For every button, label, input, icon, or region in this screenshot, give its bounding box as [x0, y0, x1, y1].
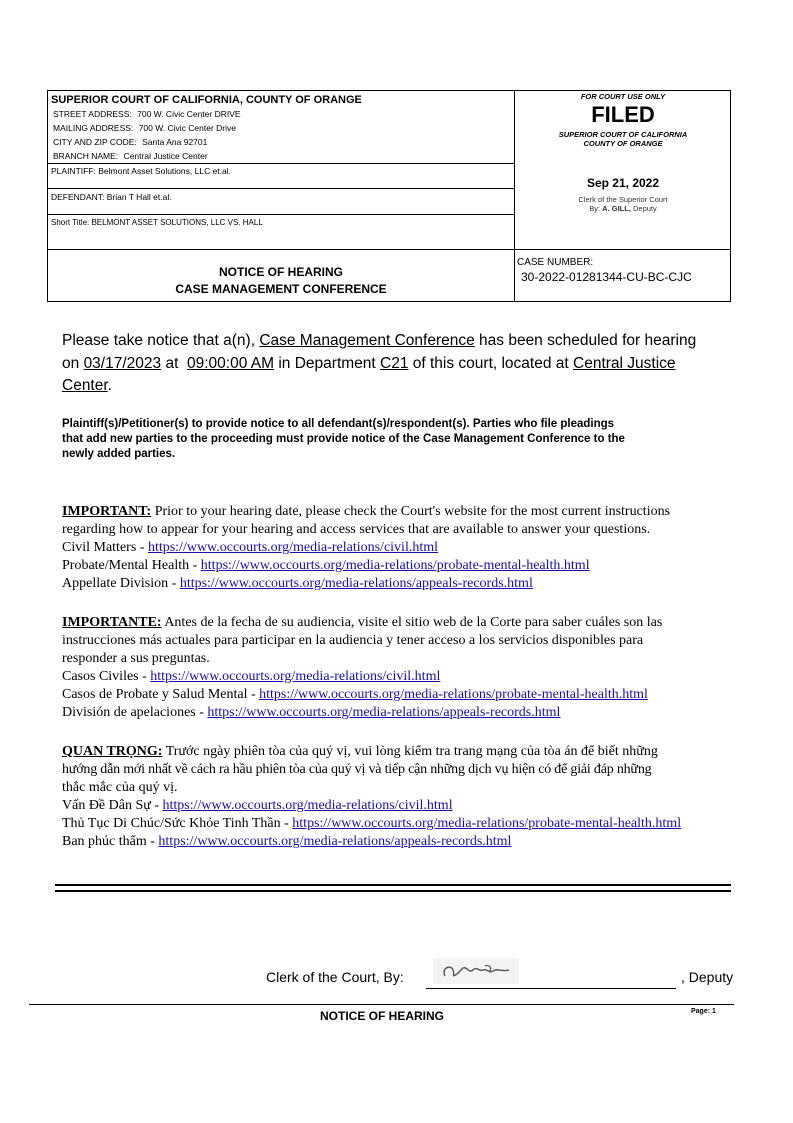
- important-vi-text3: thắc mắc của quý vị.: [62, 780, 178, 795]
- filed-by-line: [515, 204, 731, 213]
- important-english: [62, 503, 732, 593]
- important-vi-text1: Trước ngày phiên tòa của quý vị, vui lòng kiểm tra trang mạng của tòa án để biết những: [162, 744, 658, 759]
- important-es-heading: IMPORTANTE:: [62, 615, 162, 630]
- branch-name-row: [53, 151, 208, 161]
- important-en-appellate-label: Appellate Division -: [62, 576, 180, 591]
- important-en-civil-label: Civil Matters -: [62, 540, 148, 555]
- important-es-text3: responder a sus preguntas.: [62, 651, 210, 666]
- important-es-appellate-label: División de apelaciones -: [62, 705, 208, 720]
- notice-title-line1: NOTICE OF HEARING: [218, 265, 343, 279]
- for-court-use-only: FOR COURT USE ONLY: [580, 92, 666, 101]
- separator-bottom: [55, 890, 731, 892]
- instruction-line1: Plaintiff(s)/Petitioner(s) to provide notice to all defendant(s)/respondent(s). Parties who file pleadings: [62, 418, 615, 430]
- notice-paragraph: [62, 330, 722, 398]
- filed-date: Sep 21, 2022: [586, 176, 660, 190]
- important-vi-appellate-label: Ban phúc thẩm -: [62, 834, 159, 849]
- important-es-civil-link[interactable]: https://www.occourts.org/media-relations/civil.html: [150, 669, 441, 684]
- hearing-location-line1: Central Justice: [573, 354, 676, 372]
- hearing-location-line2: Center: [62, 377, 108, 394]
- separator-top: [55, 884, 731, 886]
- important-vi-text2: hướng dẫn mới nhất về cách ra hầu phiên tòa của quý vị và tiếp cận những dịch vụ hiện có để giải đáp những: [62, 762, 652, 777]
- defendant: DEFENDANT: Brian T Hall et.al.: [51, 192, 172, 202]
- plaintiff: PLAINTIFF: Belmont Asset Solutions, LLC et.al.: [51, 166, 231, 176]
- signature-line: [426, 988, 676, 989]
- important-es-appellate-link[interactable]: https://www.occourts.org/media-relations/appeals-records.html: [207, 705, 561, 720]
- filed-deputy-name: A. GILL,: [602, 204, 631, 213]
- city-zip-row: [53, 137, 207, 147]
- important-en-heading: IMPORTANT:: [62, 504, 152, 519]
- divider-court-plaintiff: [47, 163, 515, 164]
- city-zip-value: Santa Ana 92701: [142, 137, 208, 147]
- important-en-text2: regarding how to appear for your hearing and access services that are available to answer your questions.: [62, 522, 651, 537]
- notice-line-3: [62, 375, 722, 398]
- important-es-probate-link[interactable]: https://www.occourts.org/media-relations/probate-mental-health.html: [259, 687, 648, 702]
- important-vi-civil-link[interactable]: https://www.occourts.org/media-relations/civil.html: [162, 798, 453, 813]
- important-en-probate-label: Probate/Mental Health -: [62, 558, 201, 573]
- mailing-address-label: MAILING ADDRESS:: [53, 123, 134, 133]
- important-en-appellate-link[interactable]: https://www.occourts.org/media-relations/appeals-records.html: [179, 576, 533, 591]
- important-vietnamese: [62, 743, 732, 851]
- filed-court-line2: COUNTY OF ORANGE: [583, 139, 663, 148]
- important-vi-probate-link[interactable]: https://www.occourts.org/media-relations/probate-mental-health.html: [292, 816, 682, 831]
- instruction-line3: newly added parties.: [62, 448, 176, 460]
- deputy-text: , Deputy: [681, 969, 734, 985]
- signature-image: [433, 958, 519, 984]
- filed-label: FILED: [591, 102, 655, 127]
- divider-plaintiff-defendant: [47, 188, 515, 189]
- notice-text-2: has been scheduled for hearing: [474, 332, 697, 349]
- footer-title: NOTICE OF HEARING: [320, 1009, 445, 1023]
- filed-stamp: [515, 92, 731, 213]
- notice-title-line2: CASE MANAGEMENT CONFERENCE: [175, 282, 387, 296]
- clerk-of-court-text: Clerk of the Court, By:: [266, 969, 404, 985]
- notice-text-4: at: [161, 354, 187, 372]
- important-en-probate-link[interactable]: https://www.occourts.org/media-relations/probate-mental-health.html: [200, 558, 590, 573]
- important-vi-probate-label: Thủ Tục Di Chúc/Sức Khỏe Tinh Thần -: [62, 816, 293, 831]
- hearing-department: C21: [380, 354, 409, 372]
- hearing-date: 03/17/2023: [83, 354, 162, 372]
- street-address-value: 700 W. Civic Center DRIVE: [137, 109, 241, 119]
- notice-text-7: .: [107, 377, 112, 394]
- branch-name-label: BRANCH NAME:: [53, 151, 119, 161]
- important-en-civil-link[interactable]: https://www.occourts.org/media-relations/civil.html: [147, 540, 438, 555]
- notice-line-2: [62, 353, 722, 376]
- notice-text-3: on: [62, 354, 84, 372]
- important-es-probate-label: Casos de Probate y Salud Mental -: [62, 687, 260, 702]
- important-es-civil-label: Casos Civiles -: [62, 669, 151, 684]
- branch-name-value: Central Justice Center: [123, 151, 208, 161]
- filed-clerk: Clerk of the Superior Court: [578, 195, 668, 204]
- filed-deputy-label: Deputy: [633, 204, 657, 213]
- important-es-text2: instrucciones más actuales para participar en la audiencia y tener acceso a los servicios disponibles para: [62, 633, 644, 648]
- instruction-paragraph: [62, 417, 727, 462]
- page-number: Page: 1: [691, 1008, 716, 1015]
- case-number-value: 30-2022-01281344-CU-BC-CJC: [521, 270, 692, 284]
- important-vi-heading: QUAN TRỌNG:: [62, 744, 163, 759]
- filed-court-line1: SUPERIOR COURT OF CALIFORNIA: [558, 130, 688, 139]
- case-number-label: CASE NUMBER:: [517, 257, 594, 268]
- notice-text-1: Please take notice that a(n),: [62, 332, 260, 349]
- hearing-type: Case Management Conference: [259, 332, 475, 349]
- instruction-line2: that add new parties to the proceeding must provide notice of the Case Management Conference to the: [62, 433, 625, 445]
- important-spanish: [62, 614, 732, 722]
- notice-line-1: [62, 330, 722, 353]
- mailing-address-row: [53, 123, 236, 133]
- city-zip-label: CITY AND ZIP CODE:: [53, 137, 137, 147]
- important-vi-appellate-link[interactable]: https://www.occourts.org/media-relations/appeals-records.html: [158, 834, 512, 849]
- divider-defendant-title: [47, 214, 515, 215]
- court-name: SUPERIOR COURT OF CALIFORNIA, COUNTY OF ORANGE: [51, 94, 362, 106]
- important-en-text1: Prior to your hearing date, please check the Court's website for the most current instructions: [151, 504, 671, 519]
- filed-by-label: By:: [589, 204, 601, 213]
- street-address-label: STREET ADDRESS:: [53, 109, 132, 119]
- mailing-address-value: 700 W. Civic Center Drive: [138, 123, 236, 133]
- hearing-time: 09:00:00 AM: [187, 354, 275, 372]
- notice-text-5: in Department: [274, 354, 381, 372]
- street-address-row: [53, 109, 241, 119]
- short-title: Short Title: BELMONT ASSET SOLUTIONS, LLC VS. HALL: [51, 218, 263, 227]
- notice-text-6: of this court, located at: [408, 354, 574, 372]
- important-vi-civil-label: Vấn Đề Dân Sự -: [62, 798, 163, 813]
- divider-title-notice: [47, 249, 731, 250]
- important-es-text1: Antes de la fecha de su audiencia, visite el sitio web de la Corte para saber cuáles son las: [161, 615, 663, 630]
- notice-title: [47, 264, 515, 298]
- footer-rule: [29, 1004, 734, 1005]
